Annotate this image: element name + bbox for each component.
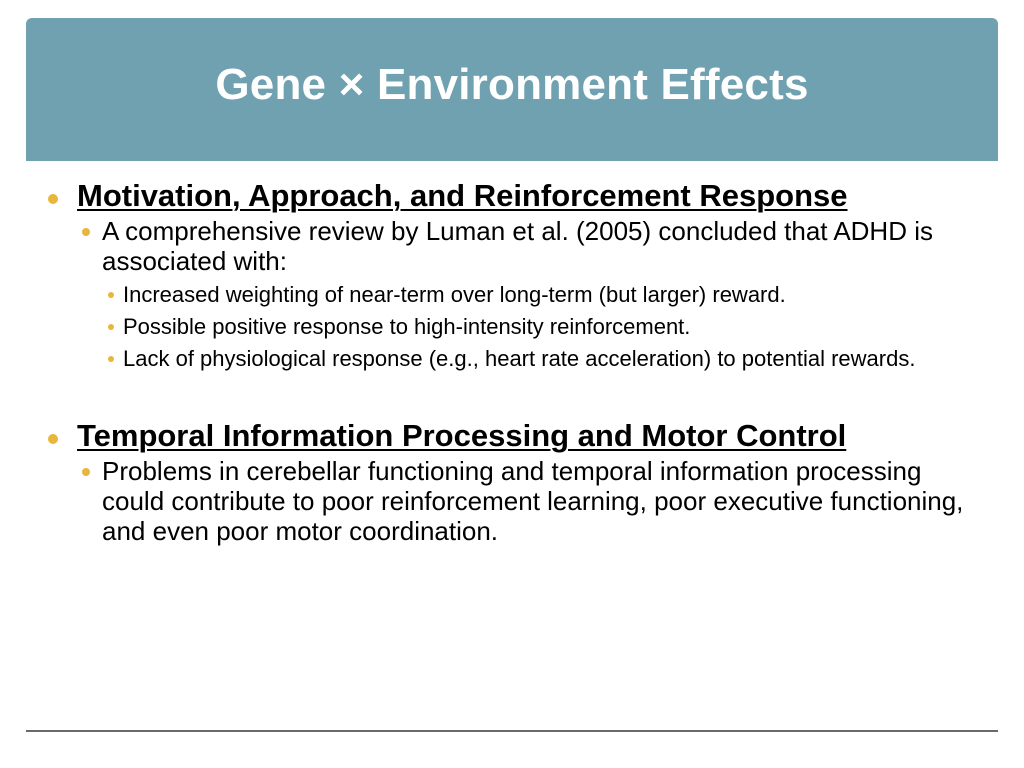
detail-bullet-item (108, 314, 988, 340)
slide-content (48, 178, 988, 546)
bullet-icon (48, 434, 58, 444)
bullet-icon (48, 194, 58, 204)
footer-divider (26, 730, 998, 732)
sub-bullet-item (82, 456, 988, 546)
section-heading-item (48, 418, 988, 454)
bullet-icon (108, 324, 114, 330)
section-heading: Temporal Information Processing and Motor Control (77, 418, 847, 453)
sub-bullet-text: Problems in cerebellar functioning and temporal information processing could contribute to poor reinforcement learning, poor executive functioning, and even poor motor coordination. (102, 456, 964, 546)
sub-bullet-text: A comprehensive review by Luman et al. (2005) concluded that ADHD is associated with: (102, 216, 933, 276)
detail-bullet-text: Increased weighting of near-term over long-term (but larger) reward. (123, 282, 786, 307)
detail-bullet-text: Lack of physiological response (e.g., heart rate acceleration) to potential rewards. (123, 346, 916, 371)
section-spacer (48, 372, 988, 418)
title-bar (26, 18, 998, 161)
bullet-icon (82, 228, 90, 236)
bullet-icon (82, 468, 90, 476)
slide-title: Gene × Environment Effects (215, 59, 809, 109)
section-heading: Motivation, Approach, and Reinforcement Response (77, 178, 848, 213)
detail-bullet-text: Possible positive response to high-intensity reinforcement. (123, 314, 691, 339)
detail-bullet-item (108, 346, 988, 372)
section-heading-item (48, 178, 988, 214)
detail-bullet-item (108, 282, 988, 308)
bullet-icon (108, 356, 114, 362)
sub-bullet-item (82, 216, 988, 276)
bullet-icon (108, 292, 114, 298)
